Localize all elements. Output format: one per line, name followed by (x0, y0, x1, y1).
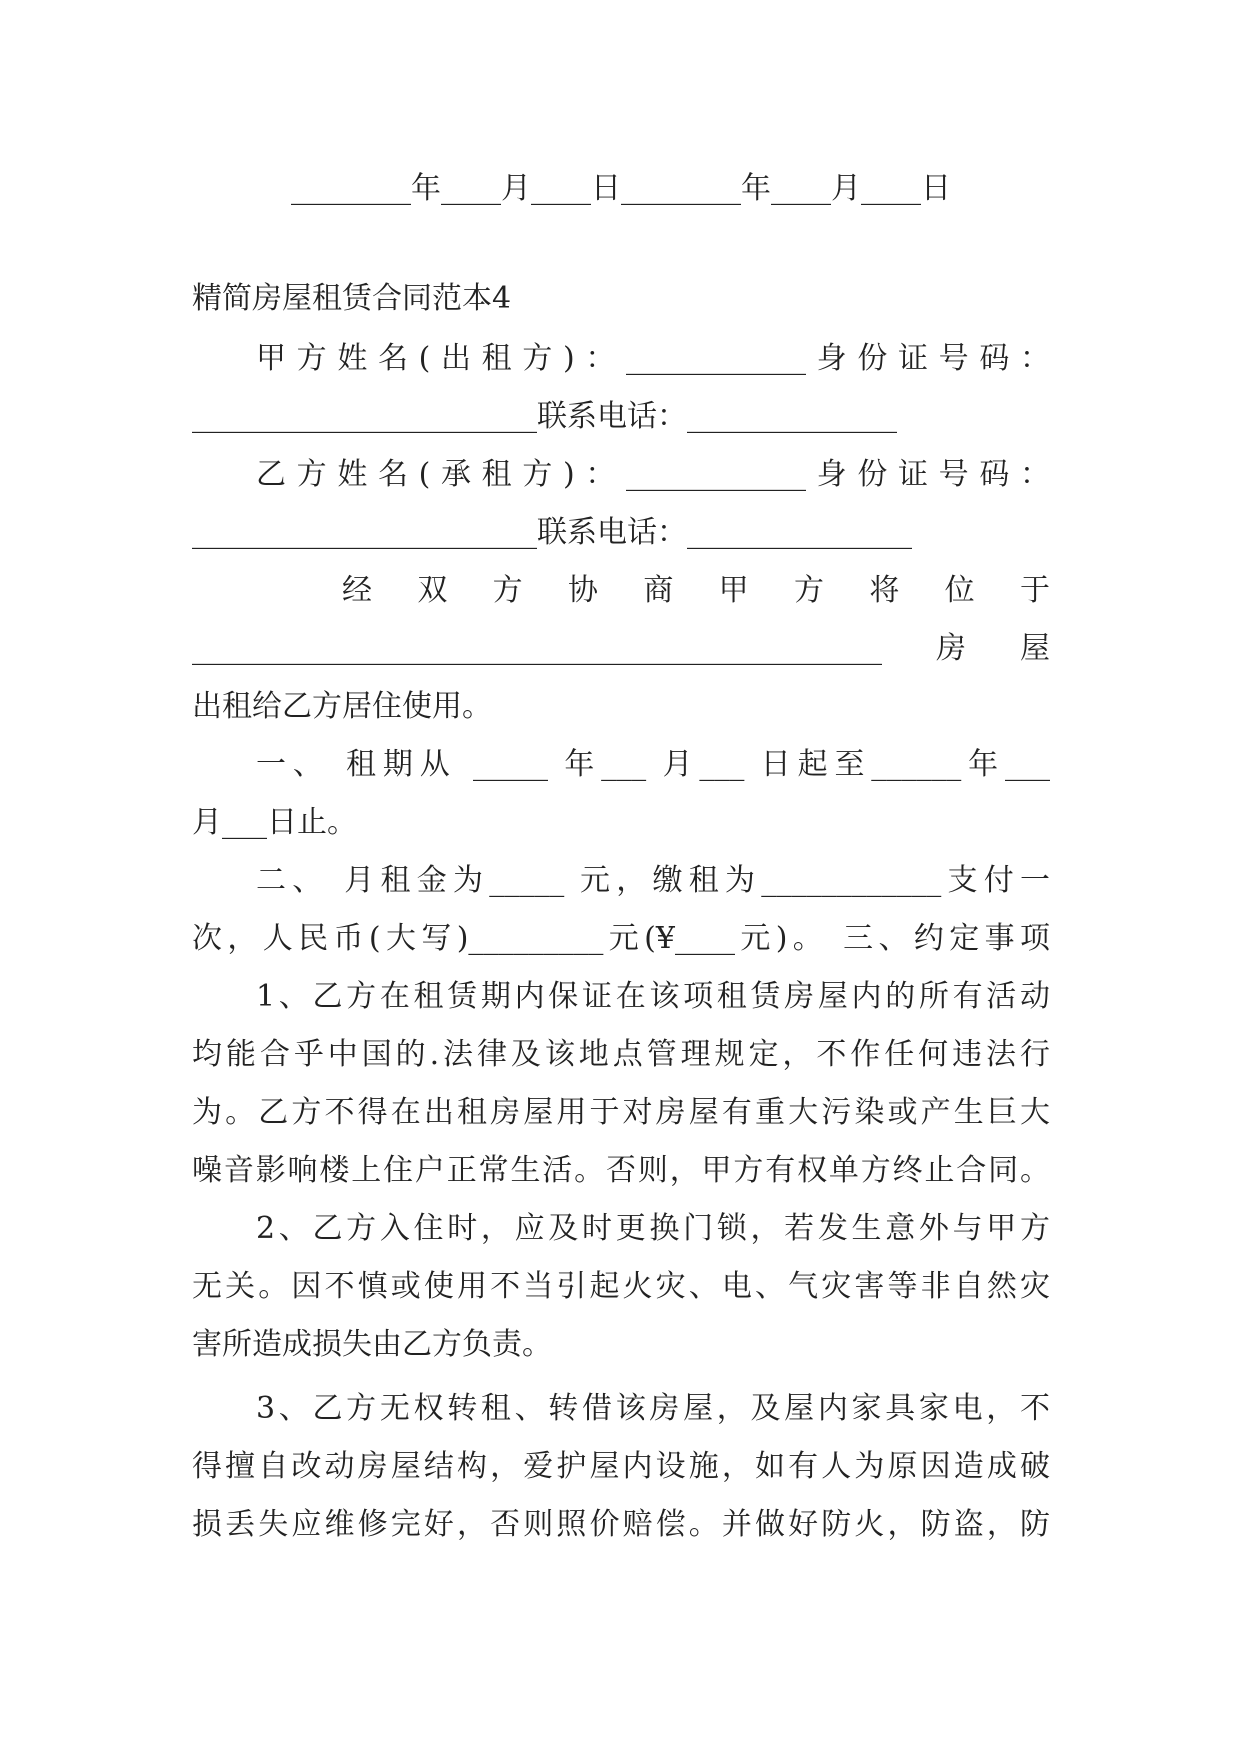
term-clause-line: 月___日止。 (192, 805, 357, 840)
item2-line: 害所造成损失由乙方负责。 (192, 1327, 552, 1362)
document-title: 精简房屋租赁合同范本4 (192, 281, 512, 316)
intro-line: 经双方协商甲方将位于 (342, 573, 1050, 608)
item3-line: 3、乙方无权转租、转借该房屋，及屋内家具家电，不 (256, 1391, 1050, 1426)
party-b-name-line: 乙方姓名(承租方)：____________身份证号码： (256, 457, 1050, 492)
intro-line: 出租给乙方居住使用。 (192, 689, 492, 724)
item1-line: 1、乙方在租赁期内保证在该项租赁房屋内的所有活动 (256, 979, 1050, 1014)
term-clause-line: 一、 租期从 _____ 年___ 月___ 日起至______年___ (256, 747, 1050, 782)
intro-line: ______________________________________________房屋 (192, 631, 1050, 666)
item2-line: 2、乙方入住时，应及时更换门锁，若发生意外与甲方 (256, 1211, 1050, 1246)
item1-line: 为。乙方不得在出租房屋用于对房屋有重大污染或产生巨大 (192, 1095, 1050, 1130)
date-signature-line: ________年____月____日________年____月____日 (291, 171, 951, 206)
item1-line: 噪音影响楼上住户正常生活。否则，甲方有权单方终止合同。 (192, 1153, 1050, 1188)
item1-line: 均能合乎中国的.法律及该地点管理规定，不作任何违法行 (192, 1037, 1050, 1072)
party-b-phone-line: _______________________联系电话：_______________ (192, 515, 912, 550)
item3-line: 损丢失应维修完好，否则照价赔偿。并做好防火，防盗，防 (192, 1507, 1050, 1542)
party-a-phone-line: _______________________联系电话：______________ (192, 399, 897, 434)
item2-line: 无关。因不慎或使用不当引起火灾、电、气灾害等非自然灾 (192, 1269, 1050, 1304)
party-a-name-line: 甲方姓名(出租方)：____________身份证号码： (256, 341, 1050, 376)
item3-line: 得擅自改动房屋结构，爱护屋内设施，如有人为原因造成破 (192, 1449, 1050, 1484)
rent-clause-line: 二、 月租金为_____ 元，缴租为____________支付一 (256, 863, 1050, 898)
rent-clause-line: 次，人民币(大写)_________元(¥____元)。 三、约定事项 (192, 921, 1050, 956)
